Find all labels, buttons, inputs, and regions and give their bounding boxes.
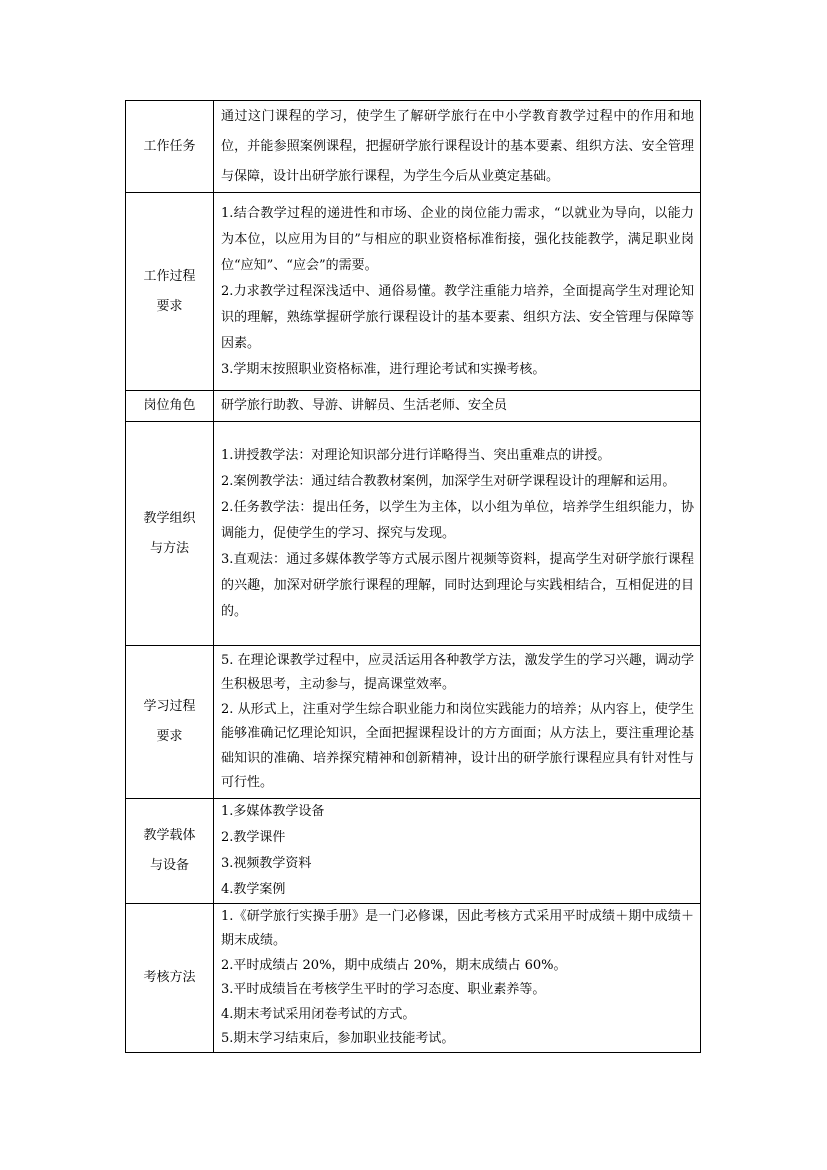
content-paragraph: 5. 在理论课教学过程中，应灵活运用各种教学方法，激发学生的学习兴趣，调动学生积极思考，主动参与，提高课堂效率。	[221, 652, 694, 692]
course-info-table	[125, 100, 701, 1053]
row-label-teaching-equipment	[126, 799, 214, 904]
row-label-line: 与设备	[149, 858, 189, 873]
row-content-work-task	[214, 101, 701, 193]
row-label-line: 教学组织	[143, 510, 196, 526]
row-label-line: 与方法	[149, 540, 189, 556]
content-paragraph: 2.平时成绩占 20%，期中成绩占 20%，期末成绩占 60%。	[221, 957, 567, 973]
table-row	[126, 101, 701, 193]
row-label-teaching-methods	[126, 422, 214, 646]
content-paragraph: 研学旅行助教、导游、讲解员、生活老师、安全员	[221, 398, 508, 413]
row-label-process-requirements	[126, 193, 214, 391]
table-row	[126, 646, 701, 799]
table-row	[126, 904, 701, 1053]
content-paragraph: 3.视频教学资料	[221, 856, 312, 871]
row-label-line: 要求	[156, 298, 183, 314]
content-paragraph: 1.《研学旅行实操手册》是一门必修课，因此考核方式采用平时成绩＋期中成绩＋期末成绩。	[221, 908, 694, 948]
content-paragraph: 5.期末学习结束后，参加职业技能考试。	[221, 1031, 455, 1046]
row-label-learning-requirements	[126, 646, 214, 799]
content-paragraph: 3.直观法：通过多媒体教学等方式展示图片视频等资料，提高学生对研学旅行课程的兴趣，加深对研学旅行课程的理解，同时达到理论与实践相结合，互相促进的目的。	[221, 551, 694, 619]
content-paragraph: 3.学期末按照职业资格标准，进行理论考试和实操考核。	[221, 361, 546, 377]
row-content-teaching-equipment	[214, 799, 701, 904]
table-row	[126, 391, 701, 422]
content-paragraph: 2.力求教学过程深浅适中、通俗易懂。教学注重能力培养，全面提高学生对理论知识的理解，熟练掌握研学旅行课程设计的基本要素、组织方法、安全管理与保障等因素。	[221, 283, 694, 351]
content-paragraph: 2.教学课件	[221, 830, 286, 845]
content-paragraph: 2.案例教学法：通过结合教教材案例，加深学生对研学课程设计的理解和运用。	[221, 473, 676, 489]
table-row	[126, 422, 701, 646]
row-content-assessment	[214, 904, 701, 1053]
row-label-line: 岗位角色	[143, 398, 196, 413]
row-label-work-task	[126, 101, 214, 193]
content-paragraph: 3.平时成绩旨在考核学生平时的学习态度、职业素养等。	[221, 982, 546, 997]
row-content-process-requirements	[214, 193, 701, 391]
row-content-job-roles	[214, 391, 701, 422]
row-label-job-roles	[126, 391, 214, 422]
row-label-line: 工作任务	[143, 138, 196, 154]
content-paragraph: 1.讲授教学法：对理论知识部分进行详略得当、突出重难点的讲授。	[221, 447, 611, 463]
row-content-teaching-methods	[214, 422, 701, 646]
content-paragraph: 1.多媒体教学设备	[221, 804, 325, 819]
content-paragraph: 4.教学案例	[221, 882, 286, 897]
row-label-line: 学习过程	[143, 699, 196, 714]
content-paragraph: 2.任务教学法：提出任务，以学生为主体，以小组为单位，培养学生组织能力，协调能力，促使学生的学习、探究与发现。	[221, 499, 694, 541]
content-paragraph: 2. 从形式上，注重对学生综合职业能力和岗位实践能力的培养；从内容上，使学生能够准确记忆理论知识，全面把握课程设计的方方面面；从方法上，要注重理论基础知识的准确、培养探究精神和创新精神，设计出的研学旅行课程应具有针对性与可行性。	[221, 701, 694, 790]
content-paragraph: 4.期末考试采用闭卷考试的方式。	[221, 1006, 416, 1022]
row-label-line: 工作过程	[143, 268, 196, 284]
row-label-line: 教学载体	[143, 828, 196, 843]
row-label-line: 考核方法	[143, 970, 196, 985]
table-row	[126, 799, 701, 904]
row-label-line: 要求	[156, 729, 183, 744]
row-label-assessment	[126, 904, 214, 1053]
content-paragraph: 通过这门课程的学习，使学生了解研学旅行在中小学教育教学过程中的作用和地位，并能参照案例课程，把握研学旅行课程设计的基本要素、组织方法、安全管理与保障，设计出研学旅行课程，为学生今后从业奠定基础。	[221, 108, 694, 184]
table-row	[126, 193, 701, 391]
row-content-learning-requirements	[214, 646, 701, 799]
content-paragraph: 1.结合教学过程的递进性和市场、企业的岗位能力需求，“以就业为导向，以能力为本位，以应用为目的”与相应的职业资格标准衔接，强化技能教学，满足职业岗位“应知”、“应会”的需要。	[221, 205, 694, 273]
